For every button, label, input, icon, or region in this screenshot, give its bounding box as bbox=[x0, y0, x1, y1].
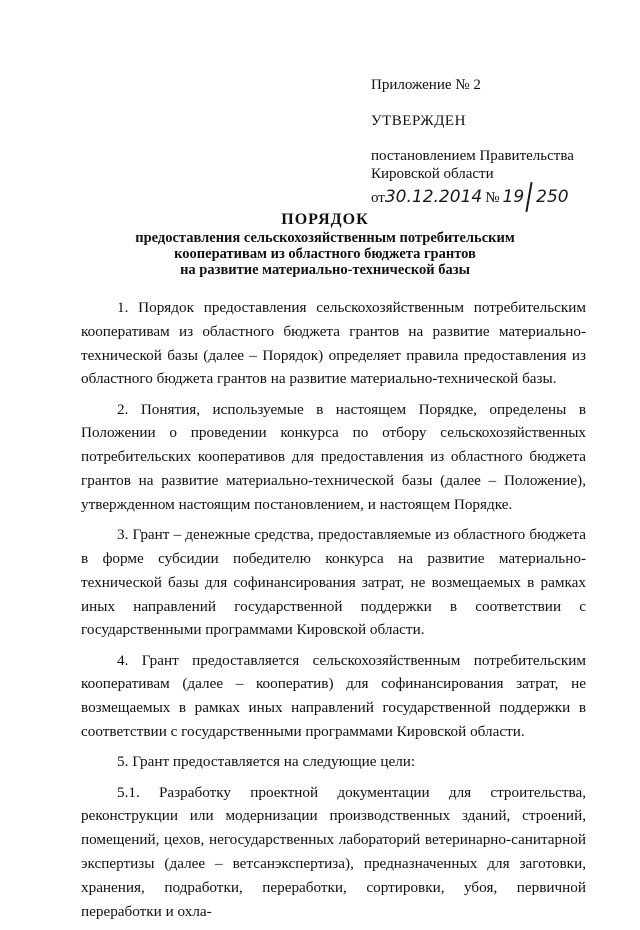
paragraph-4: 4. Грант предоставляется сельскохозяйственным потребительским кооперативам (далее – кооператив) для софинансирования затрат, не возмещаемых в рамках иных направлений государственной поддержки в соответствии с государственными программами Кировской области. bbox=[81, 651, 586, 741]
document-title-block bbox=[60, 210, 590, 278]
decree-line: постановлением Правительства bbox=[371, 148, 574, 164]
title-line-1: предоставления сельскохозяйственным потребительским bbox=[135, 230, 515, 246]
approved-label: УТВЕРЖДЕН bbox=[371, 113, 466, 129]
number-sign: № bbox=[485, 190, 500, 206]
document-body bbox=[81, 296, 586, 930]
paragraph-2: 2. Понятия, используемые в настоящем Порядке, определены в Положении о проведении конкурса по отбору сельскохозяйственных потребительских кооперативов для предоставления из областного бюджета грантов на развитие материально-технической базы (далее – Положение), утвержденном настоящим постановлением, и настоящем Порядке. bbox=[81, 400, 586, 513]
paragraph-5: 5. Грант предоставляется на следующие цели: bbox=[117, 753, 416, 771]
date-number-line bbox=[371, 182, 569, 212]
title-line-3: на развитие материально-технической базы bbox=[180, 262, 470, 278]
handwritten-date: 30.12.2014 bbox=[384, 187, 483, 207]
paragraph-3: 3. Грант – денежные средства, предоставляемые из областного бюджета в форме субсидии победителю конкурса на развитие материально-технической базы для софинансирования затрат, не возмещаемых в рамках иных направлений государственной поддержки в соответствии с государственными программами Кировской области. bbox=[81, 526, 586, 639]
handwritten-slash bbox=[526, 182, 533, 212]
paragraph-1: 1. Порядок предоставления сельскохозяйственным потребительским кооперативам из областного бюджета грантов на развитие материально-технической базы (далее – Порядок) определяет правила предоставления из областного бюджета грантов на развитие материально-технической базы. bbox=[81, 299, 586, 388]
paragraph-5-1: 5.1. Разработку проектной документации для строительства, реконструкции или модернизации производственных зданий, строений, помещений, цехов, негосударственных лабораторий ветеринарно-санитарной экспертизы (далее – ветсанэкспертиза), предназначенных для заготовки, хранения, подработки, переработки, сортировки, убоя, первичной переработки и охла- bbox=[81, 783, 586, 920]
title-line-2: кооперативам из областного бюджета грантов bbox=[174, 246, 476, 262]
handwritten-number-part2: 250 bbox=[536, 187, 569, 207]
region-line: Кировской области bbox=[371, 166, 494, 182]
date-prefix: от bbox=[371, 190, 385, 206]
handwritten-number-part1: 19 bbox=[502, 187, 525, 207]
document-title: ПОРЯДОК bbox=[281, 211, 369, 228]
appendix-label: Приложение № 2 bbox=[371, 77, 481, 93]
